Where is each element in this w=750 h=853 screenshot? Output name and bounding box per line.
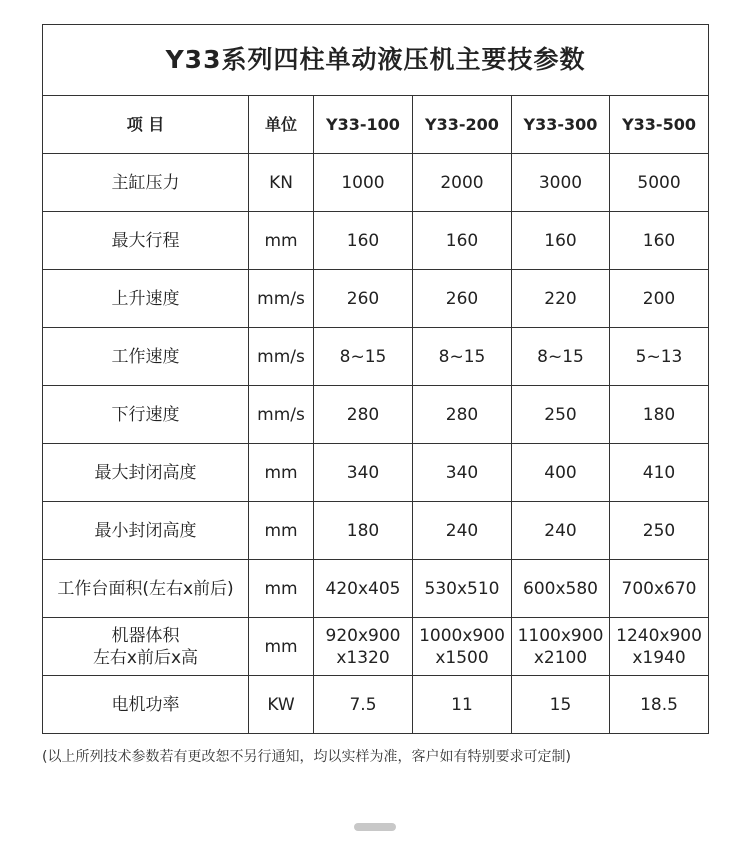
row-value: 3000 bbox=[512, 154, 610, 212]
row-value: 340 bbox=[314, 444, 413, 502]
row-value: 18.5 bbox=[610, 676, 709, 734]
row-value: 11 bbox=[413, 676, 512, 734]
row-value: 160 bbox=[610, 212, 709, 270]
row-value: 5000 bbox=[610, 154, 709, 212]
table-row bbox=[43, 676, 709, 734]
row-label: 电机功率 bbox=[43, 676, 249, 734]
row-value: 160 bbox=[413, 212, 512, 270]
table-row bbox=[43, 212, 709, 270]
header-model: Y33-500 bbox=[610, 96, 709, 154]
header-model: Y33-200 bbox=[413, 96, 512, 154]
row-value: 160 bbox=[314, 212, 413, 270]
row-value: 920x900 x1320 bbox=[314, 618, 413, 676]
row-value: 1000x900 x1500 bbox=[413, 618, 512, 676]
row-value: 8~15 bbox=[413, 328, 512, 386]
row-unit: mm/s bbox=[249, 270, 314, 328]
row-unit: KW bbox=[249, 676, 314, 734]
row-unit: mm bbox=[249, 560, 314, 618]
row-label: 主缸压力 bbox=[43, 154, 249, 212]
table-row bbox=[43, 328, 709, 386]
row-value: 280 bbox=[413, 386, 512, 444]
row-value: 600x580 bbox=[512, 560, 610, 618]
row-value: 8~15 bbox=[314, 328, 413, 386]
row-label: 下行速度 bbox=[43, 386, 249, 444]
row-value: 260 bbox=[314, 270, 413, 328]
row-label: 最大行程 bbox=[43, 212, 249, 270]
table-row bbox=[43, 502, 709, 560]
table-row bbox=[43, 386, 709, 444]
spec-table bbox=[42, 24, 709, 734]
row-value: 250 bbox=[512, 386, 610, 444]
row-value: 240 bbox=[512, 502, 610, 560]
table-row bbox=[43, 560, 709, 618]
header-model: Y33-100 bbox=[314, 96, 413, 154]
row-unit: mm/s bbox=[249, 328, 314, 386]
row-value: 8~15 bbox=[512, 328, 610, 386]
row-label: 最小封闭高度 bbox=[43, 502, 249, 560]
row-value: 340 bbox=[413, 444, 512, 502]
header-row bbox=[43, 96, 709, 154]
row-value: 240 bbox=[413, 502, 512, 560]
table-title: Y33系列四柱单动液压机主要技参数 bbox=[43, 25, 709, 96]
row-value: 200 bbox=[610, 270, 709, 328]
row-value: 5~13 bbox=[610, 328, 709, 386]
row-value: 160 bbox=[512, 212, 610, 270]
footnote: (以上所列技术参数若有更改恕不另行通知，均以实样为准，客户如有特别要求可定制) bbox=[42, 749, 571, 765]
row-value: 220 bbox=[512, 270, 610, 328]
row-value: 180 bbox=[314, 502, 413, 560]
row-label: 上升速度 bbox=[43, 270, 249, 328]
row-unit: mm bbox=[249, 444, 314, 502]
row-value: 410 bbox=[610, 444, 709, 502]
row-value: 7.5 bbox=[314, 676, 413, 734]
row-unit: mm/s bbox=[249, 386, 314, 444]
row-label: 工作速度 bbox=[43, 328, 249, 386]
table-row bbox=[43, 444, 709, 502]
header-model: Y33-300 bbox=[512, 96, 610, 154]
scroll-handle[interactable] bbox=[354, 823, 396, 831]
row-value: 15 bbox=[512, 676, 610, 734]
row-value: 1240x900 x1940 bbox=[610, 618, 709, 676]
row-value: 1100x900 x2100 bbox=[512, 618, 610, 676]
table-row bbox=[43, 154, 709, 212]
row-value: 400 bbox=[512, 444, 610, 502]
row-value: 250 bbox=[610, 502, 709, 560]
table-row bbox=[43, 270, 709, 328]
table-row bbox=[43, 618, 709, 676]
row-label: 机器体积 左右x前后x高 bbox=[43, 618, 249, 676]
row-value: 280 bbox=[314, 386, 413, 444]
row-value: 180 bbox=[610, 386, 709, 444]
header-unit: 单位 bbox=[249, 96, 314, 154]
row-value: 260 bbox=[413, 270, 512, 328]
row-value: 2000 bbox=[413, 154, 512, 212]
row-value: 700x670 bbox=[610, 560, 709, 618]
row-unit: mm bbox=[249, 618, 314, 676]
row-label: 工作台面积(左右x前后) bbox=[43, 560, 249, 618]
row-unit: mm bbox=[249, 502, 314, 560]
row-unit: KN bbox=[249, 154, 314, 212]
row-value: 530x510 bbox=[413, 560, 512, 618]
header-item: 项 目 bbox=[43, 96, 249, 154]
row-unit: mm bbox=[249, 212, 314, 270]
row-label: 最大封闭高度 bbox=[43, 444, 249, 502]
row-value: 420x405 bbox=[314, 560, 413, 618]
row-value: 1000 bbox=[314, 154, 413, 212]
